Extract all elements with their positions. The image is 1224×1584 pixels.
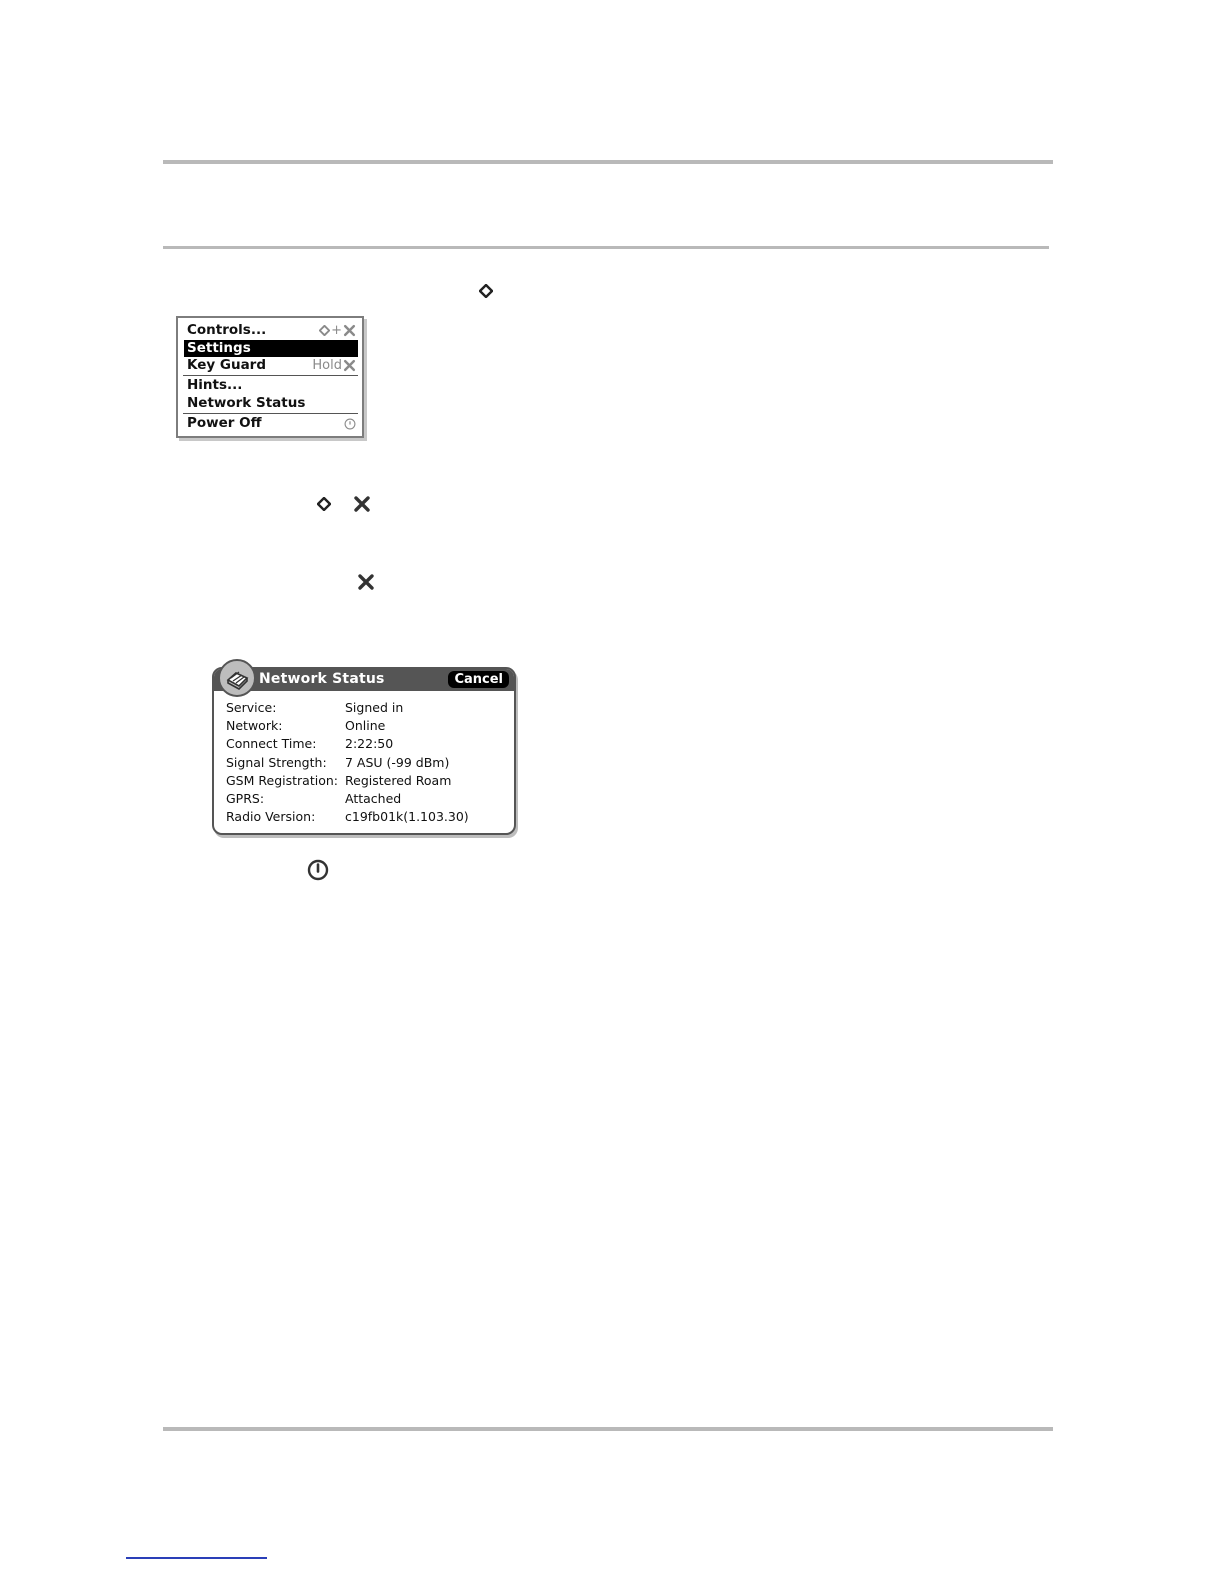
footer-rule: [163, 1427, 1053, 1431]
power-icon: [344, 418, 356, 430]
detail-value: Attached: [345, 790, 402, 806]
menu-divider: [183, 375, 358, 376]
menu-item-label: Controls...: [187, 322, 267, 338]
header-rule-bottom: [163, 246, 1049, 249]
x-icon: [343, 324, 356, 337]
shortcut-hold: Hold: [312, 358, 342, 373]
menu-key-diamond-icon: [317, 497, 331, 511]
detail-value: 7 ASU (-99 dBm): [345, 754, 450, 770]
x-icon: [343, 359, 356, 372]
menu-item-label: Key Guard: [187, 357, 267, 373]
menu-item-network-status[interactable]: [184, 395, 358, 412]
cancel-key-x-icon: [353, 495, 371, 513]
menu-divider: [183, 413, 358, 414]
cancel-key-x-icon: [357, 573, 375, 591]
detail-row-service: [226, 699, 508, 717]
detail-row-radio-version: [226, 808, 508, 826]
menu-item-label: Power Off: [187, 415, 262, 431]
detail-row-network: [226, 717, 508, 735]
cancel-button[interactable]: Cancel: [448, 671, 509, 688]
menu-item-shortcut: [319, 322, 356, 339]
menu-key-diamond-icon: [479, 284, 493, 298]
detail-row-gsm-registration: [226, 772, 508, 790]
detail-value: Registered Roam: [345, 772, 452, 788]
menu-item-settings[interactable]: [184, 340, 358, 357]
menu-item-hints[interactable]: [184, 377, 358, 394]
diamond-icon: [319, 325, 330, 336]
shortcut-plus: +: [331, 323, 342, 338]
detail-label: Signal Strength:: [226, 754, 327, 770]
menu-item-label: Hints...: [187, 377, 243, 393]
detail-label: Network:: [226, 718, 283, 734]
detail-label: GSM Registration:: [226, 772, 338, 788]
network-status-details: [226, 699, 508, 826]
menu-item-shortcut: [312, 357, 356, 374]
detail-label: Connect Time:: [226, 736, 317, 752]
detail-value: c19fb01k(1.103.30): [345, 809, 469, 825]
detail-label: Radio Version:: [226, 809, 316, 825]
dialog-title-bar: [214, 669, 514, 691]
network-app-icon: [218, 659, 256, 697]
detail-row-connect-time: [226, 735, 508, 753]
detail-row-gprs: [226, 790, 508, 808]
menu-item-label: Settings: [187, 340, 251, 356]
footer-link-underline: [126, 1557, 267, 1559]
power-key-icon: [307, 859, 329, 881]
detail-label: Service:: [226, 700, 277, 715]
phone-icon: [220, 661, 254, 695]
jump-menu: [176, 316, 364, 438]
menu-item-key-guard[interactable]: [184, 357, 358, 374]
menu-item-label: Network Status: [187, 395, 306, 411]
detail-value: 2:22:50: [345, 736, 394, 752]
network-status-dialog: [212, 667, 516, 835]
detail-value: Online: [345, 718, 386, 734]
detail-row-signal-strength: [226, 754, 508, 772]
menu-item-power-off[interactable]: [184, 415, 358, 432]
header-rule-top: [163, 160, 1053, 164]
detail-value: Signed in: [345, 700, 404, 715]
menu-item-controls[interactable]: [184, 322, 358, 339]
dialog-title: Network Status: [259, 671, 385, 687]
menu-item-shortcut: [344, 415, 356, 432]
detail-label: GPRS:: [226, 790, 265, 806]
